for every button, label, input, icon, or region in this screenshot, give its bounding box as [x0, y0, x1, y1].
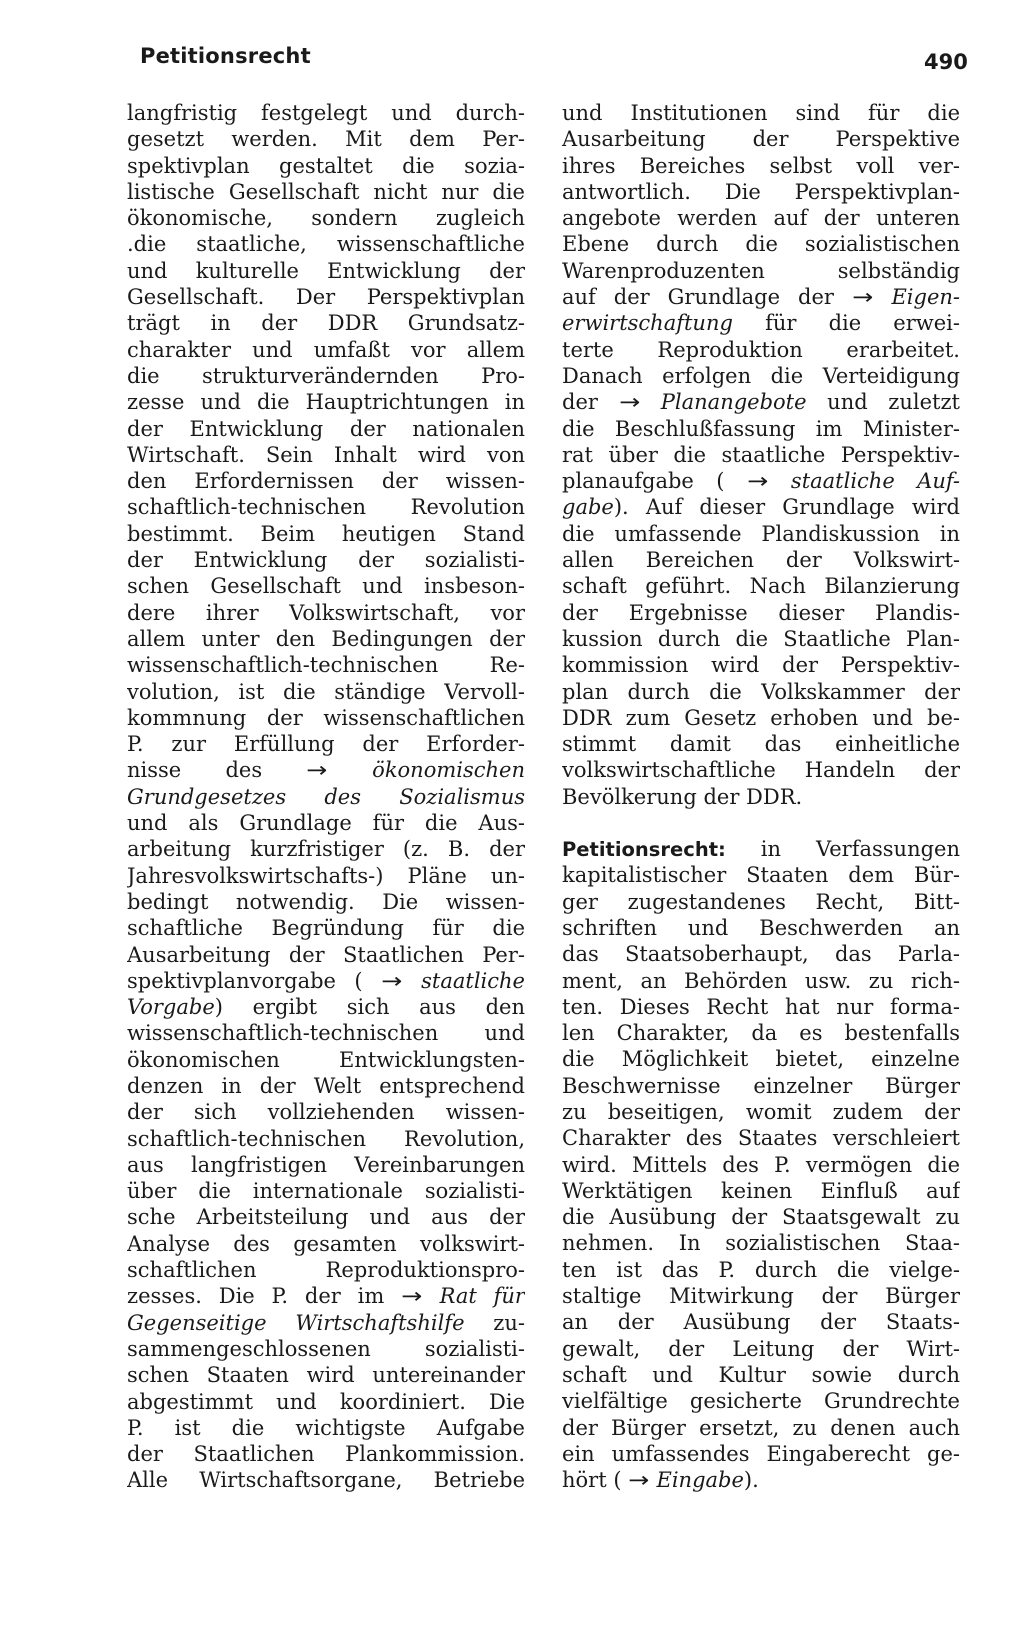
text-line — [127, 363, 525, 389]
text-line — [562, 600, 960, 626]
line-text: und kulturelle Entwicklung der — [127, 258, 525, 283]
text-line — [562, 1099, 960, 1125]
line-text: ). — [743, 1468, 759, 1493]
text-line — [127, 1336, 525, 1362]
line-text: volkswirtschaftliche Handeln der — [562, 758, 960, 783]
text-line — [562, 1178, 960, 1204]
text-line — [127, 573, 525, 599]
line-text: P. zur Erfüllung der Erforder- — [127, 732, 525, 757]
text-line — [127, 1467, 525, 1493]
text-line — [562, 547, 960, 573]
text-line — [127, 994, 525, 1020]
text-line — [127, 310, 525, 336]
line-text: Werktätigen keinen Einfluß auf — [562, 1178, 960, 1203]
line-text: das Staatsoberhaupt, das Parla- — [562, 942, 960, 967]
text-line — [127, 626, 525, 652]
text-line — [127, 968, 525, 994]
text-line — [127, 1073, 525, 1099]
right-text-column — [562, 100, 960, 1493]
line-text: ökonomische, sondern zugleich — [127, 206, 525, 231]
line-text: der sich vollziehenden wissen- — [127, 1100, 525, 1125]
text-line — [562, 705, 960, 731]
cross-reference-arrow-icon: → — [381, 968, 403, 993]
text-line — [562, 521, 960, 547]
text-line — [127, 468, 525, 494]
line-text: ten ist das P. durch die vielge- — [562, 1257, 960, 1282]
text-line — [562, 573, 960, 599]
text-line — [127, 863, 525, 889]
text-line — [127, 153, 525, 179]
line-text: die umfassende Plandiskussion in — [562, 521, 960, 546]
text-line — [127, 1152, 525, 1178]
text-line — [127, 1310, 525, 1336]
text-line — [127, 1204, 525, 1230]
text-line — [127, 915, 525, 941]
text-line — [562, 494, 960, 520]
line-text: allem unter den Bedingungen der — [127, 626, 525, 651]
line-text: volution, ist die ständige Vervoll- — [127, 679, 525, 704]
line-text: ten. Dieses Recht hat nur forma- — [562, 994, 960, 1019]
text-line — [562, 126, 960, 152]
text-line — [562, 231, 960, 257]
text-line — [127, 942, 525, 968]
line-text: kussion durch die Staatliche Plan- — [562, 626, 960, 651]
line-text: Gesellschaft. Der Perspektivplan — [127, 285, 525, 310]
line-text: abgestimmt und koordiniert. Die — [127, 1389, 525, 1414]
cross-reference-term: staatliche Auf- — [790, 469, 960, 494]
text-line — [127, 1126, 525, 1152]
text-line — [562, 153, 960, 179]
line-text: in Verfassungen — [725, 837, 960, 862]
line-text: Charakter des Staates verschleiert — [562, 1126, 960, 1151]
line-text: schaftlich-technischen Revolution, — [127, 1126, 525, 1151]
text-line — [562, 1230, 960, 1256]
text-line — [127, 231, 525, 257]
line-text: ihres Bereiches selbst voll ver- — [562, 153, 960, 178]
line-text: gesetzt werden. Mit dem Per- — [127, 127, 525, 152]
line-text: planaufgabe ( — [562, 469, 725, 494]
text-line — [562, 468, 960, 494]
line-text: schen Staaten wird untereinander — [127, 1363, 525, 1388]
text-line — [127, 205, 525, 231]
text-line — [562, 1257, 960, 1283]
text-line — [127, 784, 525, 810]
line-text: bestimmt. Beim heutigen Stand — [127, 521, 525, 546]
text-line — [127, 389, 525, 415]
cross-reference-term: Vorgabe — [127, 995, 215, 1020]
line-text: Ausarbeitung der Staatlichen Per- — [127, 942, 525, 967]
line-text: terte Reproduktion erarbeitet. — [562, 337, 960, 362]
text-line — [127, 179, 525, 205]
line-text: der Entwicklung der nationalen — [127, 416, 525, 441]
line-text: len Charakter, da es bestenfalls — [562, 1021, 960, 1046]
line-text: .die staatliche, wissenschaftliche — [127, 232, 525, 257]
text-line — [562, 1388, 960, 1414]
line-text: allen Bereichen der Volkswirt- — [562, 548, 960, 573]
line-text: gewalt, der Leitung der Wirt- — [562, 1336, 960, 1361]
text-line — [127, 337, 525, 363]
text-line — [562, 310, 960, 336]
text-line — [127, 521, 525, 547]
line-text: arbeitung kurzfristiger (z. B. der — [127, 837, 525, 862]
text-line — [127, 1047, 525, 1073]
running-title: Petitionsrecht — [140, 44, 311, 68]
line-text: stimmt damit das einheitliche — [562, 732, 960, 757]
line-text: der Entwicklung der sozialisti- — [127, 548, 525, 573]
line-text: bedingt notwendig. Die wissen- — [127, 889, 525, 914]
line-text: nisse des — [127, 758, 263, 783]
text-line — [562, 941, 960, 967]
cross-reference-term: ökonomischen — [372, 758, 525, 783]
line-text: trägt in der DDR Grundsatz- — [127, 311, 525, 336]
line-text: die Ausübung der Staatsgewalt zu — [562, 1205, 960, 1230]
cross-reference-arrow-icon: → — [852, 285, 874, 310]
text-line — [562, 915, 960, 941]
line-text: der Bürger ersetzt, zu denen auch — [562, 1415, 960, 1440]
line-text: Ausarbeitung der Perspektive — [562, 127, 960, 152]
text-line — [127, 810, 525, 836]
text-line — [127, 705, 525, 731]
line-text: Warenproduzenten selbständig — [562, 258, 960, 283]
line-text: und zuletzt — [806, 390, 960, 415]
cross-reference-term: Planangebote — [660, 390, 807, 415]
entry-separator — [562, 810, 960, 836]
text-line — [127, 258, 525, 284]
text-line — [562, 284, 960, 310]
text-line — [562, 862, 960, 888]
cross-reference-arrow-icon: → — [306, 758, 328, 783]
text-line — [562, 1152, 960, 1178]
line-text: dere ihrer Volkswirtschaft, vor — [127, 600, 525, 625]
line-text: Ebene durch die sozialistischen — [562, 232, 960, 257]
line-text: sammengeschlossenen sozialisti- — [127, 1336, 525, 1361]
left-text-column — [127, 100, 525, 1494]
text-line — [127, 1283, 525, 1309]
cross-reference-term: Eigen- — [891, 285, 960, 310]
text-line — [562, 994, 960, 1020]
line-text: zu beseitigen, womit zudem der — [562, 1099, 960, 1124]
line-text: schriften und Beschwerden an — [562, 915, 960, 940]
text-line — [127, 1231, 525, 1257]
text-line — [127, 1257, 525, 1283]
text-line — [127, 836, 525, 862]
text-line — [562, 100, 960, 126]
line-text: über die internationale sozialisti- — [127, 1179, 525, 1204]
text-line — [562, 968, 960, 994]
text-line — [562, 1073, 960, 1099]
line-text: an der Ausübung der Staats- — [562, 1310, 960, 1335]
text-line — [562, 679, 960, 705]
line-text: und Institutionen sind für die — [562, 101, 960, 125]
line-text: ökonomischen Entwicklungsten- — [127, 1047, 525, 1072]
line-text: kommission wird der Perspektiv- — [562, 653, 960, 678]
line-text: Jahresvolkswirtschafts-) Pläne un- — [127, 863, 525, 888]
line-text: Wirtschaft. Sein Inhalt wird von — [127, 442, 525, 467]
text-line — [562, 416, 960, 442]
line-text: Analyse des gesamten volkswirt- — [127, 1231, 525, 1256]
line-text: wissenschaftlich-technischen und — [127, 1021, 525, 1046]
line-text: zesses. Die P. der im — [127, 1284, 385, 1309]
line-text: Danach erfolgen die Verteidigung — [562, 363, 960, 388]
line-text: P. ist die wichtigste Aufgabe — [127, 1415, 525, 1440]
text-line — [562, 1441, 960, 1467]
text-line — [562, 442, 960, 468]
line-text: kapitalistischer Staaten dem Bür- — [562, 863, 960, 888]
text-line — [562, 258, 960, 284]
text-line — [127, 1178, 525, 1204]
line-text: auf der Grundlage der — [562, 285, 834, 310]
line-text: ). Auf dieser Grundlage wird — [613, 495, 960, 520]
cross-reference-arrow-icon: → — [628, 1468, 650, 1493]
text-line — [127, 1362, 525, 1388]
text-line — [127, 757, 525, 783]
line-text: kommnung der wissenschaftlichen — [127, 705, 525, 730]
line-text: spektivplan gestaltet die sozia- — [127, 153, 525, 178]
text-line — [127, 1441, 525, 1467]
line-text: vielfältige gesicherte Grundrechte — [562, 1389, 960, 1414]
text-line — [127, 1415, 525, 1441]
line-text: nehmen. In sozialistischen Staa- — [562, 1231, 960, 1256]
line-text: plan durch die Volkskammer der — [562, 679, 960, 704]
text-line — [127, 284, 525, 310]
cross-reference-term: gabe — [562, 495, 614, 520]
text-line — [127, 416, 525, 442]
text-line — [127, 126, 525, 152]
line-text: schaftlich-technischen Revolution — [127, 495, 525, 520]
line-text: hört ( — [562, 1468, 622, 1493]
line-text: für die erwei- — [732, 311, 960, 336]
entry-headword: Petitionsrecht: — [562, 838, 726, 862]
text-line — [562, 626, 960, 652]
text-line — [562, 1309, 960, 1335]
text-line — [562, 205, 960, 231]
line-text: listische Gesellschaft nicht nur die — [127, 179, 525, 204]
text-line — [562, 1283, 960, 1309]
line-text: der Staatlichen Plankommission. — [127, 1442, 525, 1467]
line-text: zesse und die Hauptrichtungen in — [127, 390, 525, 415]
line-text: und als Grundlage für die Aus- — [127, 811, 525, 836]
text-line — [562, 784, 960, 810]
line-text: spektivplanvorgabe ( — [127, 968, 363, 993]
text-line — [562, 889, 960, 915]
line-text: denzen in der Welt entsprechend — [127, 1073, 525, 1098]
line-text: die strukturverändernden Pro- — [127, 363, 525, 388]
line-text: der — [562, 390, 598, 415]
text-line — [562, 1125, 960, 1151]
text-line — [562, 836, 960, 862]
line-text: zu- — [464, 1310, 525, 1335]
text-line — [562, 337, 960, 363]
line-text: die Beschlußfassung im Minister- — [562, 416, 960, 441]
line-text: antwortlich. Die Perspektivplan- — [562, 179, 960, 204]
line-text: Beschwernisse einzelner Bürger — [562, 1073, 960, 1098]
text-line — [562, 1020, 960, 1046]
cross-reference-term: Grundgesetzes des Sozialismus — [127, 784, 525, 809]
line-text: ) ergibt sich aus den — [214, 995, 525, 1020]
line-text: den Erfordernissen der wissen- — [127, 469, 525, 494]
text-line — [127, 1099, 525, 1125]
text-line — [562, 1467, 960, 1493]
text-line — [127, 889, 525, 915]
text-line — [562, 652, 960, 678]
page-number: 490 — [924, 50, 968, 74]
line-text: angebote werden auf der unteren — [562, 206, 960, 231]
line-text: charakter und umfaßt vor allem — [127, 337, 525, 362]
cross-reference-term: Eingabe — [656, 1468, 744, 1493]
text-line — [127, 600, 525, 626]
line-text: der Ergebnisse dieser Plandis- — [562, 600, 960, 625]
line-text: wird. Mittels des P. vermögen die — [562, 1152, 960, 1177]
text-line — [127, 547, 525, 573]
text-line — [127, 652, 525, 678]
line-text: Bevölkerung der DDR. — [562, 784, 803, 809]
text-line — [127, 494, 525, 520]
text-line — [127, 1389, 525, 1415]
line-text: schaft und Kultur sowie durch — [562, 1362, 960, 1387]
line-text: schaftliche Begründung für die — [127, 916, 525, 941]
text-line — [562, 1336, 960, 1362]
text-line — [127, 1020, 525, 1046]
line-text: rat über die staatliche Perspektiv- — [562, 442, 960, 467]
text-line — [562, 389, 960, 415]
line-text: DDR zum Gesetz erhoben und be- — [562, 705, 960, 730]
line-text: aus langfristigen Vereinbarungen — [127, 1152, 525, 1177]
text-line — [562, 1046, 960, 1072]
line-text: die Möglichkeit bietet, einzelne — [562, 1047, 960, 1072]
text-line — [127, 731, 525, 757]
line-text: schaftlichen Reproduktionspro- — [127, 1258, 525, 1283]
text-line — [562, 1362, 960, 1388]
line-text: Alle Wirtschaftsorgane, Betriebe — [127, 1468, 525, 1493]
cross-reference-term: staatliche — [421, 968, 525, 993]
line-text: staltige Mitwirkung der Bürger — [562, 1284, 960, 1309]
line-text: ein umfassendes Eingaberecht ge- — [562, 1441, 960, 1466]
line-text: langfristig festgelegt und durch- — [127, 101, 525, 125]
cross-reference-arrow-icon: → — [618, 390, 640, 415]
line-text: schaft geführt. Nach Bilanzierung — [562, 574, 960, 599]
text-line — [127, 442, 525, 468]
line-text: ment, an Behörden usw. zu rich- — [562, 968, 960, 993]
cross-reference-term: erwirtschaftung — [562, 311, 733, 336]
cross-reference-arrow-icon: → — [401, 1284, 423, 1309]
text-line — [562, 363, 960, 389]
text-line — [127, 100, 525, 126]
text-line — [562, 731, 960, 757]
text-line — [562, 179, 960, 205]
text-line — [562, 1415, 960, 1441]
line-text: sche Arbeitsteilung und aus der — [127, 1205, 525, 1230]
text-line — [562, 757, 960, 783]
line-text: ger zugestandenes Recht, Bitt- — [562, 889, 960, 914]
text-line — [562, 1204, 960, 1230]
line-text: schen Gesellschaft und insbeson- — [127, 574, 525, 599]
text-line — [127, 679, 525, 705]
cross-reference-term: Rat für — [439, 1284, 525, 1309]
cross-reference-arrow-icon: → — [747, 469, 769, 494]
cross-reference-term: Gegenseitige Wirtschaftshilfe — [127, 1310, 465, 1335]
line-text: wissenschaftlich-technischen Re- — [127, 653, 525, 678]
